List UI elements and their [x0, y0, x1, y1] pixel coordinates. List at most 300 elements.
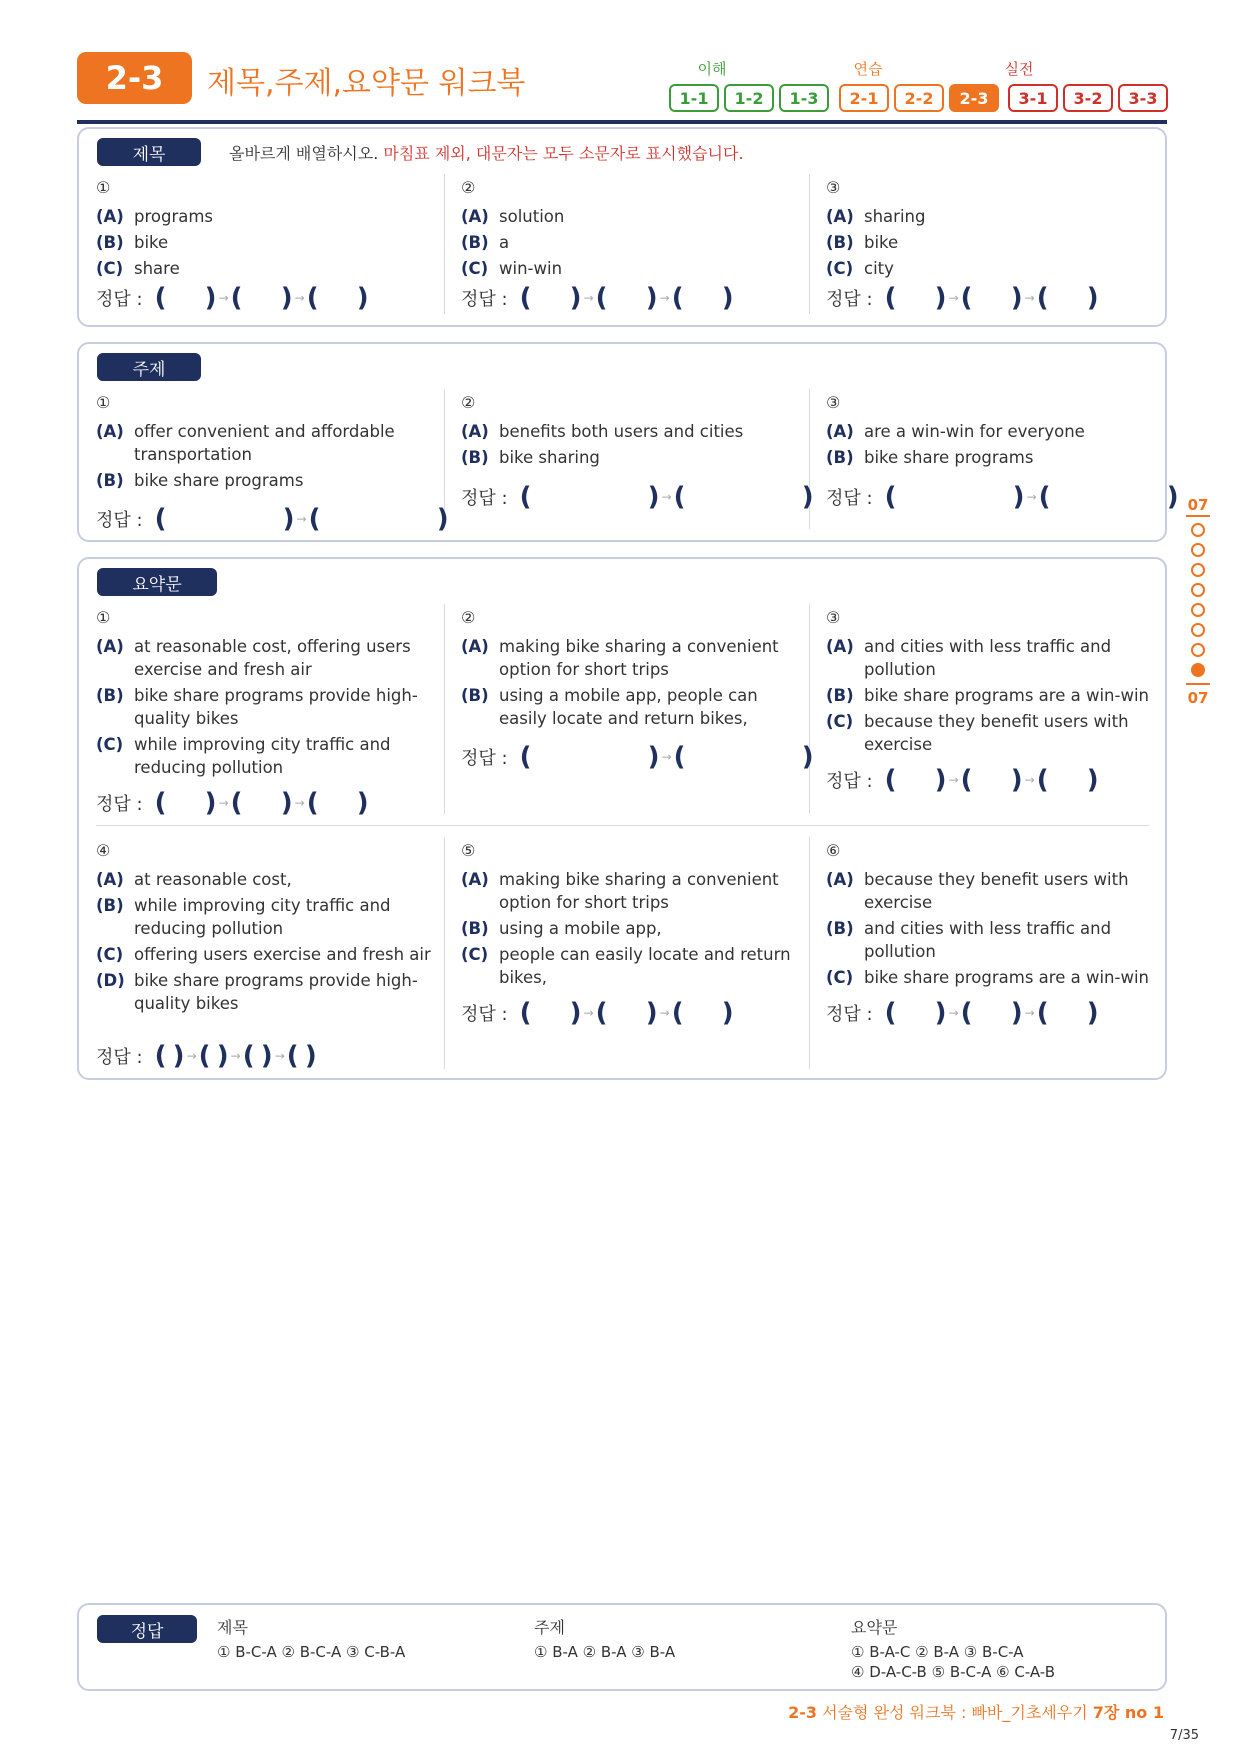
topic-question-2: [461, 392, 814, 537]
step-tab[interactable]: 2-1: [839, 84, 889, 112]
chapter-dot[interactable]: [1191, 523, 1205, 537]
paren-close: ): [436, 504, 449, 534]
paren-open: (: [673, 742, 686, 772]
paren-close: ): [1010, 765, 1023, 795]
section-topic: [77, 342, 1179, 542]
option-text: bike share programs are a win-win: [864, 686, 1149, 705]
option-letter: (A): [826, 422, 854, 441]
option-text: bike sharing: [499, 448, 600, 467]
option: [826, 635, 1166, 681]
option-letter: (B): [826, 233, 854, 252]
answer-blank[interactable]: [243, 1043, 273, 1069]
option-text: bike share programs: [864, 448, 1034, 467]
paren-open: (: [230, 283, 243, 313]
paren-open: (: [884, 482, 897, 512]
chapter-dot[interactable]: [1191, 543, 1205, 557]
option-text: bike share programs: [134, 471, 304, 490]
option-text: using a mobile app, people can easily locate and return bikes,: [499, 686, 758, 728]
option-text: a: [499, 233, 510, 252]
paren-open: (: [960, 998, 973, 1028]
question-number: ②: [461, 608, 476, 627]
option-text: people can easily locate and return bikes,: [499, 945, 791, 987]
answer-label: 정답 :: [96, 794, 143, 815]
paren-close: ): [645, 998, 658, 1028]
option-text: bike: [864, 233, 899, 252]
answer-blank[interactable]: [1039, 484, 1179, 510]
answer-label: 정답 :: [96, 1047, 143, 1068]
step-tab[interactable]: 2-2: [894, 84, 944, 112]
option: [826, 684, 1166, 707]
option: [96, 894, 436, 940]
paren-open: (: [306, 788, 319, 818]
answer-blank[interactable]: [961, 767, 1023, 793]
paren-open: (: [671, 283, 684, 313]
option: [826, 710, 1166, 756]
paren-close: ): [647, 482, 660, 512]
option: [826, 420, 1166, 443]
group-label-practice: 연습: [853, 60, 883, 78]
paren-close: ): [260, 1041, 273, 1071]
answer-label: 정답 :: [826, 289, 873, 310]
answer-row: [461, 744, 814, 770]
answer-label: 정답 :: [826, 771, 873, 792]
arrow-icon: →: [1026, 490, 1037, 504]
answer-blank[interactable]: [1037, 1000, 1099, 1026]
arrow-icon: →: [583, 1006, 594, 1020]
question-number: ④: [96, 841, 111, 860]
option-letter: (C): [96, 735, 124, 754]
arrow-icon: →: [230, 1049, 241, 1063]
option-text: at reasonable cost, offering users exercise and fresh air: [134, 637, 411, 679]
arrow-icon: →: [274, 1049, 285, 1063]
summary-question-1: [96, 607, 436, 817]
chapter-dot[interactable]: [1191, 563, 1205, 577]
arrow-icon: →: [661, 490, 672, 504]
option-text: because they benefit users with exercise: [864, 712, 1129, 754]
paren-open: (: [884, 998, 897, 1028]
summary-question-6: [826, 840, 1166, 1070]
option-letter: (C): [461, 259, 489, 278]
question-number: ②: [461, 178, 476, 197]
arrow-icon: →: [294, 291, 305, 305]
answer-key-col-title: 주제: [534, 1618, 565, 1637]
summary-question-2: [461, 607, 814, 817]
paren-open: (: [519, 482, 532, 512]
arrow-icon: →: [294, 796, 305, 810]
answer-key-summary: [851, 1615, 1055, 1682]
answer-blank[interactable]: [1037, 285, 1099, 311]
option: [96, 733, 436, 779]
option-letter: (B): [826, 686, 854, 705]
answer-row: [461, 1000, 734, 1026]
summary-question-4: [96, 840, 436, 1070]
option-letter: (C): [96, 945, 124, 964]
paren-open: (: [519, 283, 532, 313]
arrow-icon: →: [659, 291, 670, 305]
option-letter: (B): [96, 686, 124, 705]
footer-text: 서술형 완성 워크북 : 빠바_기초세우기: [817, 1703, 1093, 1722]
answer-blank[interactable]: [520, 484, 660, 510]
answer-key-line: ① B-C-A ② B-C-A ③ C-B-A: [217, 1643, 406, 1661]
answer-blank[interactable]: [520, 285, 582, 311]
answer-blank[interactable]: [155, 1043, 185, 1069]
answer-blank[interactable]: [155, 285, 217, 311]
question-number: ①: [96, 393, 111, 412]
title-question-3: [826, 177, 1166, 317]
option-letter: (C): [826, 259, 854, 278]
option: [96, 943, 436, 966]
chapter-dot[interactable]: [1191, 603, 1205, 617]
option: [826, 257, 1166, 280]
paren-open: (: [154, 504, 167, 534]
step-tab[interactable]: 3-1: [1008, 84, 1058, 112]
answer-row: [96, 1043, 317, 1069]
option: [461, 917, 801, 940]
option: [826, 917, 1166, 963]
option-text: while improving city traffic and reducing pollution: [134, 896, 391, 938]
paren-open: (: [519, 742, 532, 772]
option-letter: (B): [826, 448, 854, 467]
page-title: 제목,주제,요약문 워크북: [207, 66, 526, 101]
answer-row: [461, 484, 814, 510]
answer-row: [461, 285, 734, 311]
answer-blank[interactable]: [309, 506, 449, 532]
paren-close: ): [801, 482, 814, 512]
step-tab[interactable]: 3-2: [1063, 84, 1113, 112]
question-number: ①: [96, 608, 111, 627]
arrow-icon: →: [218, 291, 229, 305]
paren-open: (: [1038, 482, 1051, 512]
option-text: and cities with less traffic and pollution: [864, 637, 1112, 679]
option-letter: (B): [826, 919, 854, 938]
paren-open: (: [242, 1041, 255, 1071]
answer-row: [96, 790, 369, 816]
answer-label: 정답 :: [826, 488, 873, 509]
answer-blank[interactable]: [231, 285, 293, 311]
option: [461, 943, 801, 989]
answer-blank[interactable]: [231, 790, 293, 816]
option: [96, 420, 436, 466]
lesson-badge: 2-3: [77, 52, 192, 104]
paren-close: ): [934, 765, 947, 795]
arrow-icon: →: [218, 796, 229, 810]
answer-key: [77, 1603, 1167, 1691]
answer-blank[interactable]: [961, 285, 1023, 311]
chapter-dot[interactable]: [1191, 643, 1205, 657]
paren-close: ): [1166, 482, 1179, 512]
arrow-icon: →: [296, 512, 307, 526]
paren-open: (: [595, 998, 608, 1028]
paren-close: ): [304, 1041, 317, 1071]
summary-question-5: [461, 840, 801, 1070]
paren-open: (: [519, 998, 532, 1028]
chapter-line: [1186, 515, 1210, 517]
footer: [788, 1700, 1164, 1723]
arrow-icon: →: [186, 1049, 197, 1063]
paren-close: ): [1012, 482, 1025, 512]
option-text: win-win: [499, 259, 563, 278]
question-number: ⑥: [826, 841, 841, 860]
page-header: [77, 52, 1167, 124]
option-text: share: [134, 259, 180, 278]
answer-blank[interactable]: [155, 790, 217, 816]
step-tab[interactable]: 3-3: [1118, 84, 1168, 112]
step-group-real: [1008, 84, 1168, 112]
paren-open: (: [673, 482, 686, 512]
answer-blank[interactable]: [596, 1000, 658, 1026]
step-tab[interactable]: 1-1: [669, 84, 719, 112]
option-text: benefits both users and cities: [499, 422, 744, 441]
answer-blank[interactable]: [961, 1000, 1023, 1026]
column-divider: [444, 174, 445, 314]
paren-close: ): [1010, 998, 1023, 1028]
paren-close: ): [934, 998, 947, 1028]
answer-blank[interactable]: [672, 285, 734, 311]
question-number: ③: [826, 178, 841, 197]
question-number: ②: [461, 393, 476, 412]
option-text: making bike sharing a convenient option for short trips: [499, 637, 779, 679]
paren-close: ): [356, 788, 369, 818]
option: [826, 205, 1166, 228]
chapter-dot[interactable]: [1191, 583, 1205, 597]
answer-key-line: ① B-A ② B-A ③ B-A: [534, 1643, 676, 1661]
answer-blank[interactable]: [155, 506, 295, 532]
paren-open: (: [884, 283, 897, 313]
arrow-icon: →: [948, 773, 959, 787]
paren-close: ): [569, 998, 582, 1028]
option-text: offer convenient and affordable transportation: [134, 422, 395, 464]
paren-open: (: [1036, 283, 1049, 313]
chapter-dot-current[interactable]: [1191, 663, 1205, 677]
option-letter: (B): [96, 896, 124, 915]
answer-blank[interactable]: [307, 790, 369, 816]
answer-key-line: ① B-A-C ② B-A ③ B-C-A: [851, 1643, 1024, 1661]
paren-close: ): [216, 1041, 229, 1071]
paren-close: ): [1010, 283, 1023, 313]
paren-close: ): [801, 742, 814, 772]
option: [96, 635, 436, 681]
instruction-text: 올바르게 배열하시오.: [229, 144, 379, 163]
paren-close: ): [721, 998, 734, 1028]
summary-question-3: [826, 607, 1166, 817]
option: [461, 205, 801, 228]
instruction-note: 마침표 제외, 대문자는 모두 소문자로 표시했습니다.: [378, 144, 744, 163]
option-letter: (B): [461, 233, 489, 252]
answer-row: [826, 767, 1099, 793]
paren-close: ): [569, 283, 582, 313]
option-letter: (B): [461, 448, 489, 467]
option-letter: (C): [826, 712, 854, 731]
option-letter: (A): [461, 870, 489, 889]
option-text: offering users exercise and fresh air: [134, 945, 431, 964]
option-text: solution: [499, 207, 565, 226]
paren-close: ): [280, 788, 293, 818]
option: [96, 257, 436, 280]
paren-open: (: [1036, 765, 1049, 795]
option-text: bike share programs are a win-win: [864, 968, 1149, 987]
answer-blank[interactable]: [885, 1000, 947, 1026]
paren-open: (: [595, 283, 608, 313]
answer-key-line: ④ D-A-C-B ⑤ B-C-A ⑥ C-A-B: [851, 1663, 1055, 1681]
answer-blank[interactable]: [1037, 767, 1099, 793]
answer-blank[interactable]: [885, 767, 947, 793]
answer-key-col-title: 요약문: [851, 1618, 898, 1637]
option-text: bike share programs provide high-quality bikes: [134, 971, 418, 1013]
paren-open: (: [306, 283, 319, 313]
arrow-icon: →: [1024, 773, 1035, 787]
header-divider: [77, 120, 1167, 124]
answer-blank[interactable]: [596, 285, 658, 311]
paren-close: ): [647, 742, 660, 772]
chapter-number: 07: [1187, 496, 1209, 514]
step-group-understand: [669, 84, 829, 112]
option: [826, 446, 1166, 469]
answer-label: 정답 :: [461, 748, 508, 769]
answer-blank[interactable]: [520, 744, 660, 770]
answer-blank[interactable]: [674, 484, 814, 510]
option-letter: (A): [96, 207, 124, 226]
paren-open: (: [198, 1041, 211, 1071]
arrow-icon: →: [1024, 291, 1035, 305]
option: [461, 635, 801, 681]
option-letter: (A): [826, 207, 854, 226]
option-letter: (D): [96, 971, 125, 990]
option: [461, 231, 801, 254]
option: [461, 684, 801, 730]
paren-open: (: [154, 788, 167, 818]
paren-open: (: [154, 1041, 167, 1071]
option-text: making bike sharing a convenient option for short trips: [499, 870, 779, 912]
answer-blank[interactable]: [199, 1043, 229, 1069]
answer-row: [96, 506, 449, 532]
chapter-indicator: [1183, 496, 1213, 707]
option-letter: (A): [96, 422, 124, 441]
answer-blank[interactable]: [885, 484, 1025, 510]
step-tab-active[interactable]: 2-3: [949, 84, 999, 112]
paren-close: ): [721, 283, 734, 313]
paren-close: ): [282, 504, 295, 534]
answer-blank[interactable]: [672, 1000, 734, 1026]
arrow-icon: →: [659, 1006, 670, 1020]
paren-close: ): [934, 283, 947, 313]
option-text: at reasonable cost,: [134, 870, 292, 889]
answer-blank[interactable]: [885, 285, 947, 311]
answer-blank[interactable]: [674, 744, 814, 770]
arrow-icon: →: [948, 1006, 959, 1020]
paren-close: ): [204, 283, 217, 313]
chapter-number: 07: [1187, 689, 1209, 707]
answer-row: [826, 1000, 1099, 1026]
answer-key-col-title: 제목: [217, 1618, 248, 1637]
option: [826, 231, 1166, 254]
step-tab[interactable]: 1-2: [724, 84, 774, 112]
column-divider: [809, 837, 810, 1069]
option-text: sharing: [864, 207, 926, 226]
answer-row: [826, 484, 1179, 510]
title-question-1: [96, 177, 436, 317]
footer-suffix: no 1: [1119, 1703, 1164, 1722]
column-divider: [809, 604, 810, 814]
option: [826, 868, 1166, 914]
section-tag-topic: 주제: [97, 353, 201, 381]
option: [96, 205, 436, 228]
paren-close: ): [1086, 283, 1099, 313]
option: [96, 868, 436, 891]
option-letter: (A): [461, 637, 489, 656]
answer-label: 정답 :: [461, 488, 508, 509]
answer-blank[interactable]: [307, 285, 369, 311]
paren-close: ): [645, 283, 658, 313]
section-title: [77, 127, 1167, 327]
footer-prefix: 2-3: [788, 1703, 817, 1722]
step-group-practice: [839, 84, 999, 112]
group-label-real: 실전: [1004, 60, 1034, 78]
arrow-icon: →: [1024, 1006, 1035, 1020]
arrow-icon: →: [583, 291, 594, 305]
group-label-understand: 이해: [697, 60, 727, 78]
paren-close: ): [356, 283, 369, 313]
answer-blank[interactable]: [287, 1043, 317, 1069]
option-letter: (A): [826, 637, 854, 656]
option-text: while improving city traffic and reducing pollution: [134, 735, 391, 777]
option-text: programs: [134, 207, 214, 226]
section-summary: [77, 557, 1167, 1080]
paren-close: ): [172, 1041, 185, 1071]
answer-blank[interactable]: [520, 1000, 582, 1026]
topic-question-3: [826, 392, 1179, 537]
paren-open: (: [230, 788, 243, 818]
option-letter: (A): [96, 870, 124, 889]
option: [96, 969, 436, 1015]
paren-open: (: [154, 283, 167, 313]
chapter-dot[interactable]: [1191, 623, 1205, 637]
column-divider: [444, 604, 445, 814]
answer-label: 정답 :: [96, 510, 143, 531]
option-letter: (A): [461, 422, 489, 441]
step-tab[interactable]: 1-3: [779, 84, 829, 112]
option-letter: (B): [96, 233, 124, 252]
answer-label: 정답 :: [96, 289, 143, 310]
paren-open: (: [960, 765, 973, 795]
paren-open: (: [286, 1041, 299, 1071]
option-letter: (C): [826, 968, 854, 987]
option-text: are a win-win for everyone: [864, 422, 1085, 441]
paren-open: (: [960, 283, 973, 313]
paren-close: ): [1086, 765, 1099, 795]
option: [96, 469, 436, 492]
column-divider: [444, 837, 445, 1069]
option-text: city: [864, 259, 894, 278]
option-letter: (C): [461, 945, 489, 964]
option-text: using a mobile app,: [499, 919, 662, 938]
option-text: bike: [134, 233, 169, 252]
option-letter: (B): [461, 686, 489, 705]
option-text: bike share programs provide high-quality bikes: [134, 686, 418, 728]
answer-label: 정답 :: [461, 289, 508, 310]
chapter-line: [1186, 683, 1210, 685]
question-number: ⑤: [461, 841, 476, 860]
option: [461, 420, 801, 443]
answer-label: 정답 :: [826, 1004, 873, 1025]
answer-key-title: [217, 1615, 405, 1662]
section-tag-title: 제목: [97, 138, 201, 166]
page-number: 7/35: [1169, 1728, 1199, 1743]
answer-row: [826, 285, 1099, 311]
option-text: and cities with less traffic and pollution: [864, 919, 1112, 961]
paren-close: ): [1086, 998, 1099, 1028]
question-number: ①: [96, 178, 111, 197]
option-letter: (A): [826, 870, 854, 889]
